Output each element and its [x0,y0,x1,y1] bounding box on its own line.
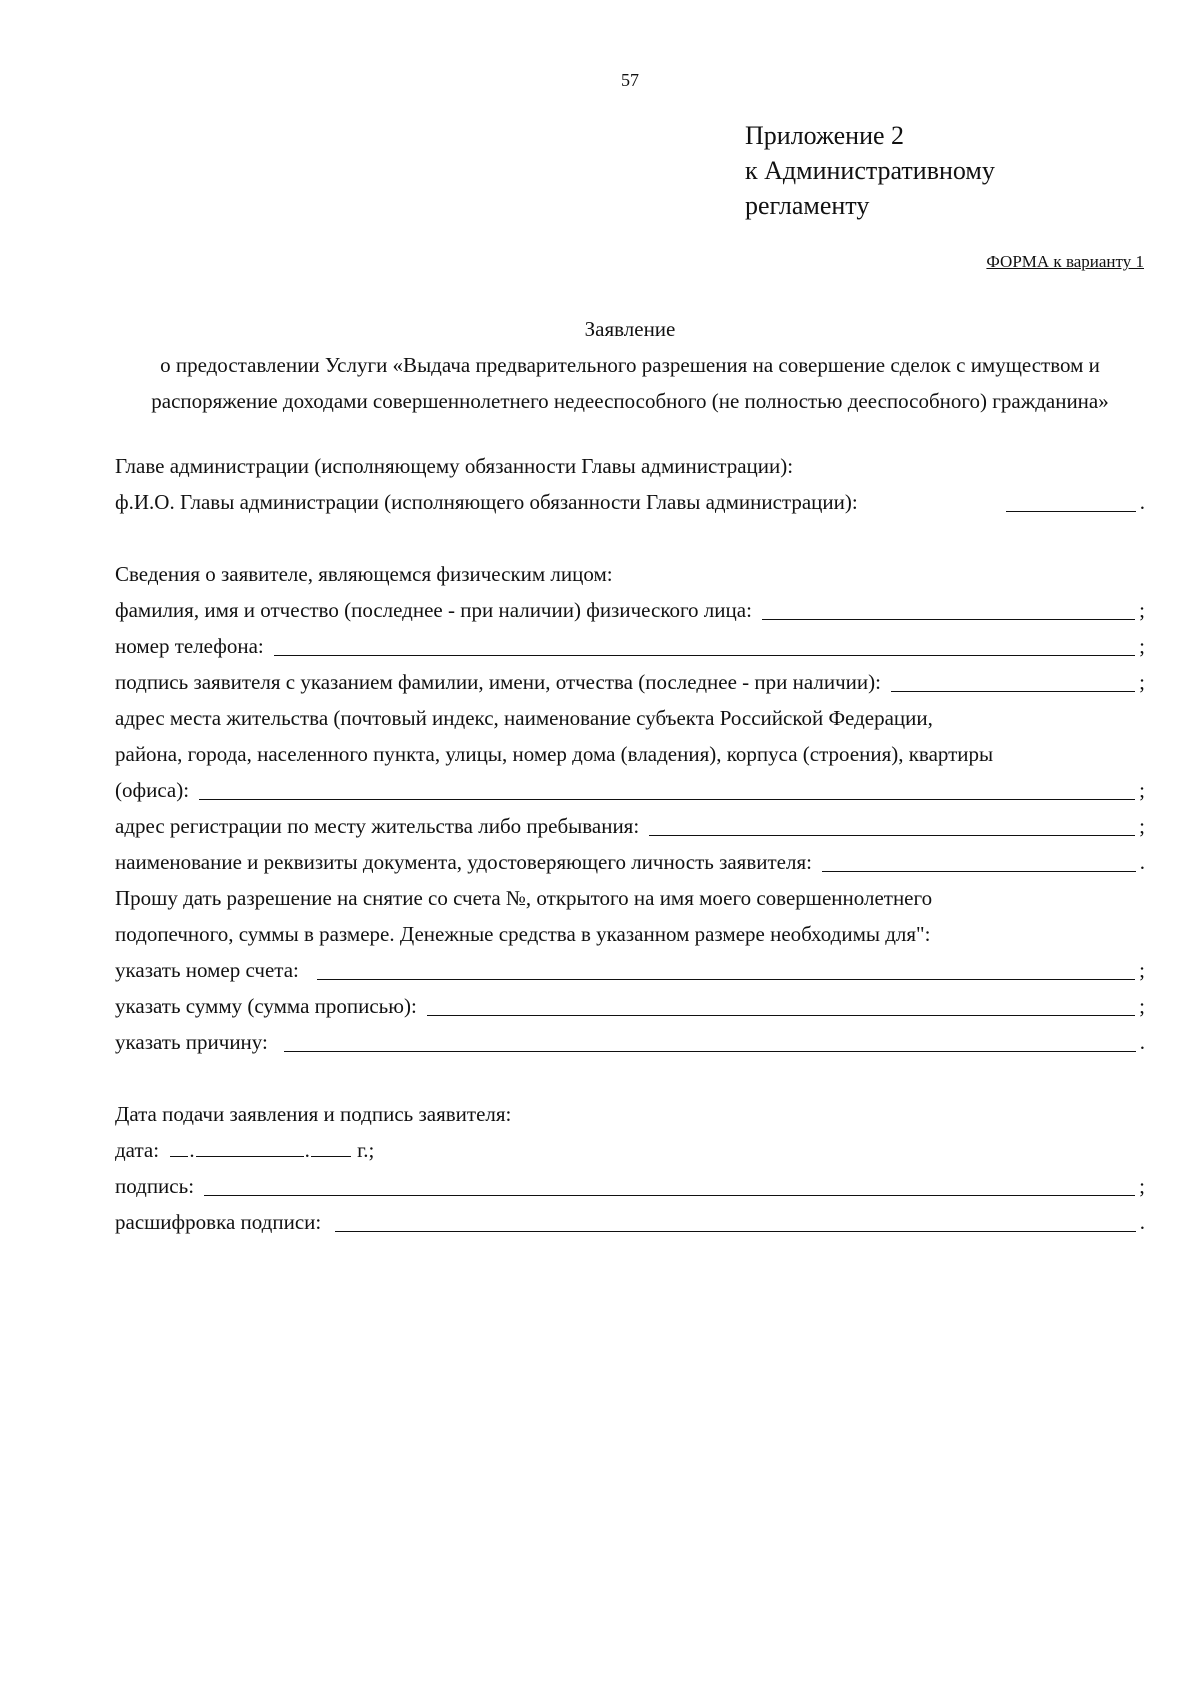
addressee-section [115,448,1145,520]
applicant-signature-row [115,664,1145,700]
date-separator: . [189,1138,195,1162]
semicolon: ; [1139,670,1145,694]
residence-address-line-1: адрес места жительства (почтовый индекс, наименование субъекта Российской Федерации, [115,706,933,730]
reason-label: указать причину: [115,1030,268,1054]
residence-address-field[interactable] [199,798,1135,800]
applicant-section [115,556,1145,880]
phone-row [115,628,1145,664]
head-fio-label: ф.И.О. Главы администрации (исполняющего обязанности Главы администрации): [115,490,858,514]
semicolon: ; [1139,1174,1145,1198]
residence-address-label: (офиса): [115,778,190,802]
identity-document-row [115,844,1145,880]
signature-decoding-field[interactable] [335,1230,1136,1232]
date-month-field[interactable] [196,1155,304,1157]
appendix-line-3: регламенту [745,191,870,220]
semicolon: ; [1139,814,1145,838]
title-subtitle: о предоставлении Услуги «Выдача предварительного разрешения на совершение сделок с имуществом и распоряжение доходами совершеннолетнего недееспособного (не полностью дееспособного) гражданина» [151,353,1109,413]
date-row [115,1132,1145,1168]
signature-label: подпись: [115,1174,195,1198]
request-section [115,880,1145,1060]
request-line-1: Прошу дать разрешение на снятие со счета №, открытого на имя моего совершеннолетнего [115,886,933,910]
applicant-fio-row [115,592,1145,628]
head-fio-field[interactable] [1006,510,1136,512]
form-variant-reference: ФОРМА к варианту 1 [986,252,1144,271]
addressee-line: Главе администрации (исполняющему обязанности Главы администрации): [115,454,794,478]
identity-document-label: наименование и реквизиты документа, удостоверяющего личность заявителя: [115,850,812,874]
request-line-2: подопечного, суммы в размере. Денежные средства в указанном размере необходимы для": [115,922,931,946]
semicolon: ; [1139,598,1145,622]
period: . [1139,1030,1145,1054]
document-title [115,311,1145,419]
reason-field[interactable] [284,1050,1136,1052]
signature-field[interactable] [204,1194,1135,1196]
head-fio-row [115,484,1145,520]
period: . [1139,850,1145,874]
date-day-field[interactable] [170,1155,188,1157]
submission-section [115,1096,1145,1240]
account-label: указать номер счета: [115,958,299,982]
title-heading: Заявление [584,317,676,341]
sum-label: указать сумму (сумма прописью): [115,994,417,1018]
date-separator: . [304,1138,310,1162]
identity-document-field[interactable] [822,870,1136,872]
signature-row [115,1168,1145,1204]
residence-address-line-2: района, города, населенного пункта, улицы, номер дома (владения), корпуса (строения), квартиры [115,742,994,766]
phone-label: номер телефона: [115,634,264,658]
date-year-field[interactable] [311,1155,351,1157]
account-row [115,952,1145,988]
sum-field[interactable] [427,1014,1135,1016]
applicant-signature-field[interactable] [891,690,1135,692]
date-label: дата: [115,1138,160,1162]
page-number: 57 [621,70,639,90]
reason-row [115,1024,1145,1060]
signature-decoding-label: расшифровка подписи: [115,1210,322,1234]
account-field[interactable] [317,978,1135,980]
semicolon: ; [1139,634,1145,658]
submission-heading: Дата подачи заявления и подпись заявителя: [115,1102,512,1126]
registration-address-row [115,808,1145,844]
appendix-line-1: Приложение 2 [745,121,905,150]
head-fio-period: . [1139,490,1145,514]
appendix-line-2: к Административному [745,156,995,185]
semicolon: ; [1139,778,1145,802]
signature-decoding-row [115,1204,1145,1240]
registration-address-field[interactable] [649,834,1135,836]
semicolon: ; [1139,958,1145,982]
phone-field[interactable] [274,654,1135,656]
year-suffix: г.; [357,1138,375,1162]
semicolon: ; [1139,994,1145,1018]
appendix-reference [745,118,995,223]
applicant-fio-label: фамилия, имя и отчество (последнее - при наличии) физического лица: [115,598,752,622]
applicant-signature-label: подпись заявителя с указанием фамилии, имени, отчества (последнее - при наличии): [115,670,881,694]
sum-row [115,988,1145,1024]
residence-address-row [115,772,1145,808]
applicant-fio-field[interactable] [762,618,1135,620]
applicant-heading: Сведения о заявителе, являющемся физическим лицом: [115,562,613,586]
period: . [1139,1210,1145,1234]
registration-address-label: адрес регистрации по месту жительства либо пребывания: [115,814,640,838]
